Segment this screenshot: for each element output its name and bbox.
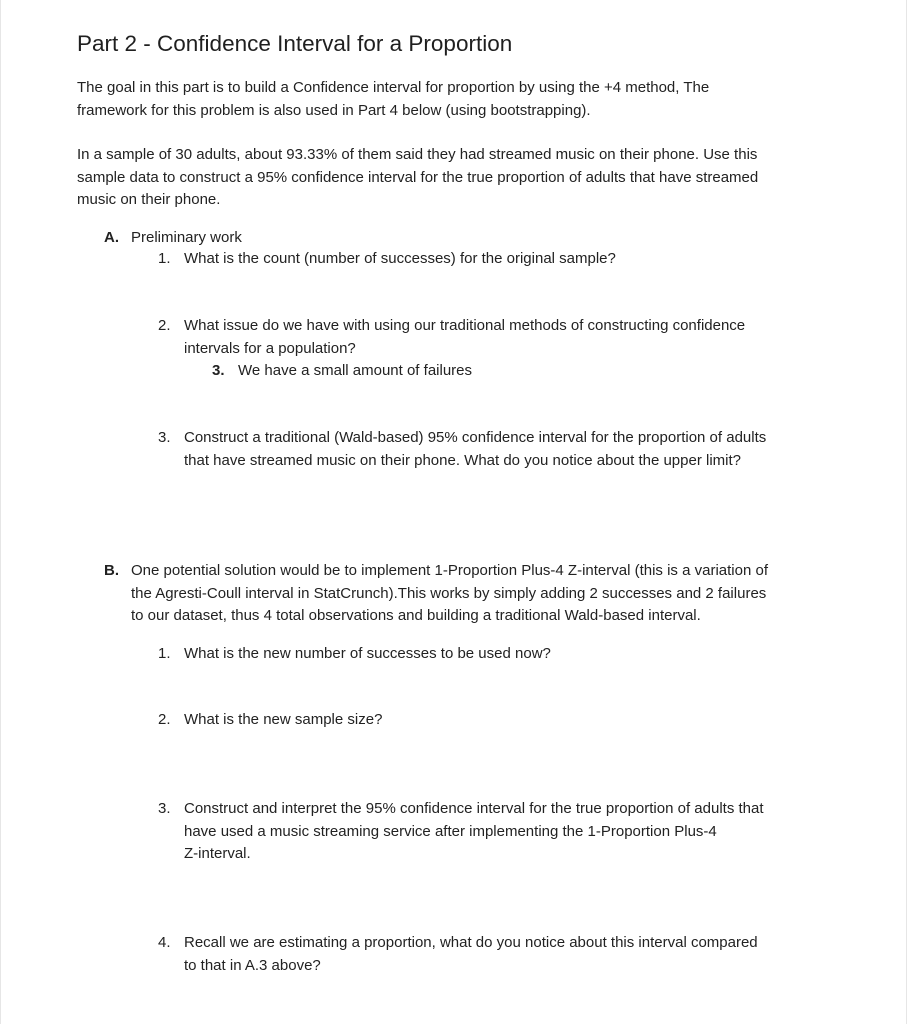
b4-question-line-1: Recall we are estimating a proportion, what do you notice about this interval compared (184, 934, 758, 951)
b3-question-line-1: Construct and interpret the 95% confidence interval for the true proportion of adults that (184, 800, 764, 817)
a3-marker: 3. (158, 429, 171, 446)
b3-question-line-2: have used a music streaming service after implementing the 1-Proportion Plus-4 (184, 823, 717, 840)
section-a-label: Preliminary work (131, 229, 242, 246)
b1-marker: 1. (158, 645, 171, 662)
page-title: Part 2 - Confidence Interval for a Proportion (77, 31, 513, 56)
a2-question-line-2: intervals for a population? (184, 340, 356, 357)
section-b-line-2: the Agresti-Coull interval in StatCrunch).This works by simply adding 2 successes and 2 failures (131, 585, 767, 602)
scenario-line-2: sample data to construct a 95% confidence interval for the true proportion of adults that have streamed (77, 168, 759, 186)
b4-question-line-2: to that in A.3 above? (184, 957, 321, 974)
a2-marker: 2. (158, 317, 171, 334)
b3-marker: 3. (158, 800, 171, 817)
a2-answer-marker: 3. (212, 362, 225, 379)
a1-marker: 1. (158, 250, 171, 267)
scenario-line-3: music on their phone. (77, 191, 221, 208)
a1-question: What is the count (number of successes) for the original sample? (184, 250, 616, 267)
section-a-marker: A. (104, 229, 119, 246)
a2-question-line-1: What issue do we have with using our traditional methods of constructing confidence (184, 317, 746, 334)
scenario-paragraph (77, 144, 837, 212)
section-b-marker: B. (104, 562, 119, 579)
b3-question-line-3: Z-interval. (184, 845, 251, 862)
a3-question-line-2: that have streamed music on their phone. What do you notice about the upper limit? (184, 452, 741, 469)
scenario-line-1: In a sample of 30 adults, about 93.33% of them said they had streamed music on their phone. Use this (77, 146, 758, 163)
b1-question: What is the new number of successes to be used now? (184, 645, 551, 662)
intro-paragraph (77, 77, 837, 122)
a3-question-line-1: Construct a traditional (Wald-based) 95% confidence interval for the proportion of adults (184, 429, 767, 446)
b2-question: What is the new sample size? (184, 711, 383, 728)
section-b-line-3: to our dataset, thus 4 total observations and building a traditional Wald-based interval. (131, 607, 701, 624)
b4-marker: 4. (158, 934, 171, 951)
intro-line-1: The goal in this part is to build a Confidence interval for proportion by using the +4 method, The (77, 79, 710, 96)
a2-answer-text: We have a small amount of failures (238, 362, 473, 379)
b2-marker: 2. (158, 711, 171, 728)
section-b-line-1: One potential solution would be to implement 1-Proportion Plus-4 Z-interval (this is a variation of (131, 562, 768, 579)
intro-line-2: framework for this problem is also used in Part 4 below (using bootstrapping). (77, 101, 591, 119)
